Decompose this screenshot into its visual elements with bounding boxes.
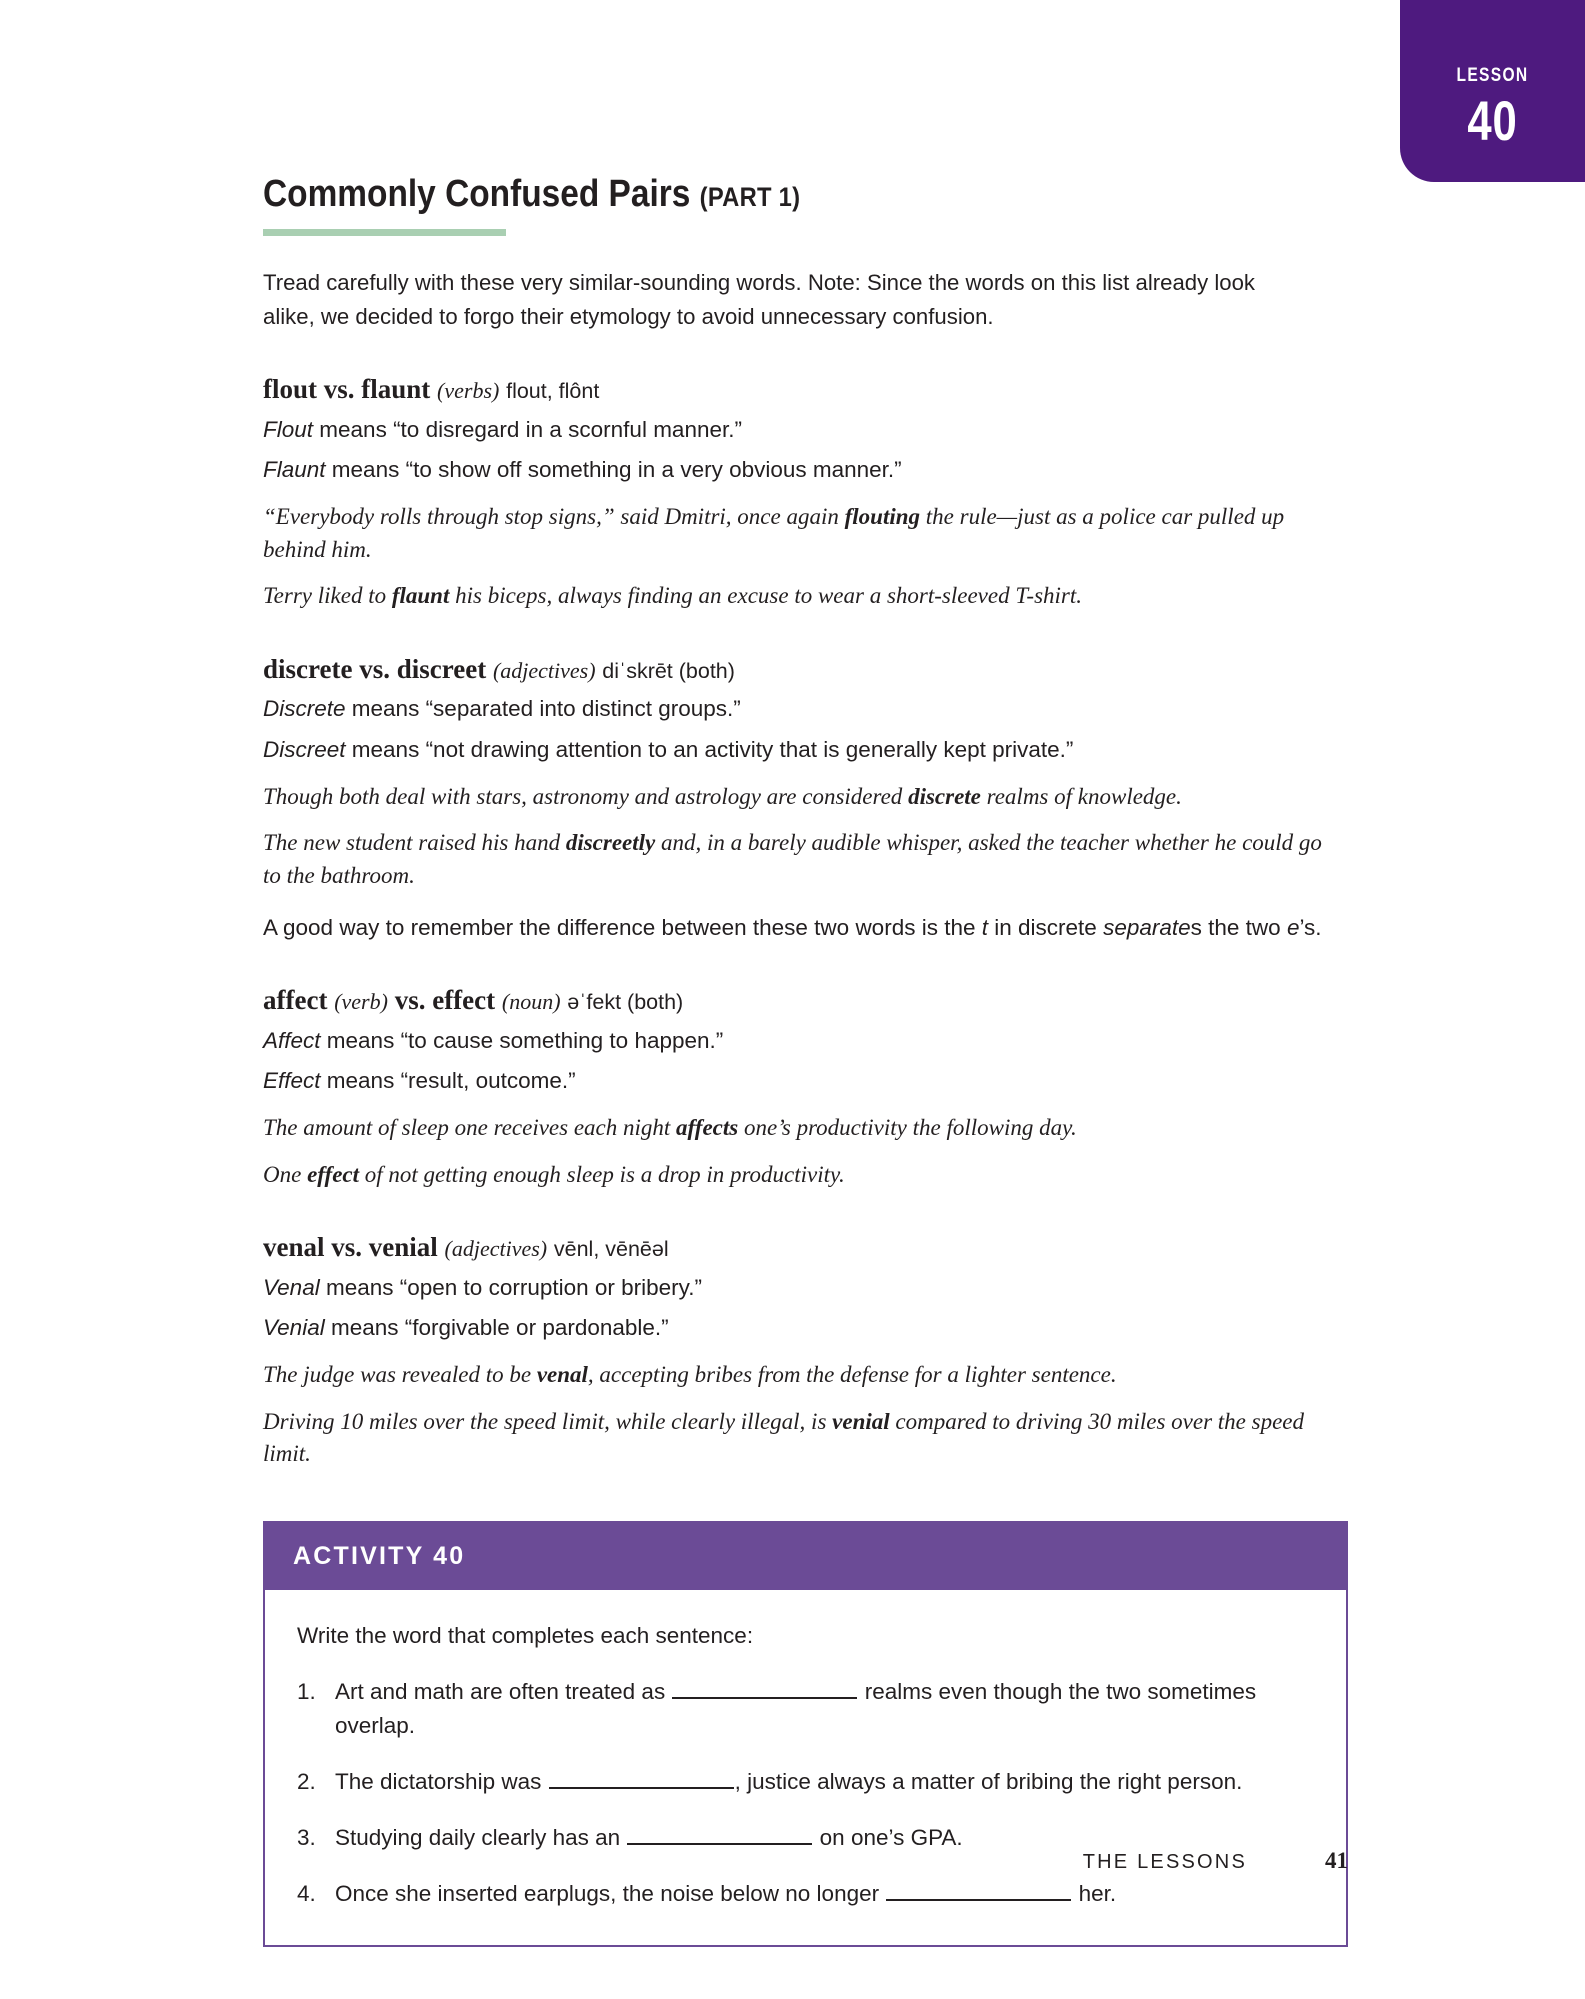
- page-title-main: Commonly Confused Pairs: [263, 173, 691, 215]
- word-entry-flout-flaunt: [263, 373, 1348, 613]
- example-keyword: affects: [676, 1115, 739, 1140]
- footer-section-label: THE LESSONS: [1082, 1851, 1247, 1873]
- example-before: “Everybody rolls through stop signs,” said Dmitri, once again: [263, 504, 845, 530]
- definition-headword: Venial: [263, 1315, 325, 1341]
- activity-item-before: The dictatorship was: [335, 1768, 548, 1794]
- tip-italic-2: separate: [1103, 914, 1191, 940]
- entry-example: [263, 781, 1328, 814]
- lesson-tab-number: 40: [1467, 89, 1518, 152]
- definition-text: means “to cause something to happen.”: [320, 1027, 724, 1053]
- page-footer: [263, 1848, 1348, 1874]
- entry-part-of-speech: (adjectives): [492, 658, 596, 683]
- entry-headword: discrete vs. discreet: [263, 654, 487, 684]
- entry-pronunciation: əˈfekt (both): [567, 990, 684, 1015]
- entry-example: [263, 580, 1328, 613]
- activity-header: ACTIVITY 40: [265, 1523, 1346, 1590]
- activity-item-after: her.: [1072, 1881, 1117, 1907]
- definition-text: means “forgivable or pardonable.”: [324, 1315, 669, 1341]
- example-keyword: effect: [307, 1161, 359, 1187]
- definition-text: means “to disregard in a scornful manner.”: [313, 416, 742, 442]
- activity-item-number: 4.: [297, 1881, 316, 1907]
- example-keyword: venal: [536, 1361, 588, 1387]
- entry-headword-b: vs. effect: [394, 985, 496, 1016]
- activity-body: [265, 1590, 1346, 1946]
- example-after: , accepting bribes from the defense for a lighter sentence.: [587, 1361, 1117, 1387]
- entry-pronunciation: diˈskrēt (both): [602, 659, 735, 683]
- example-after: compared to driving 30 miles over the speed limit.: [263, 1408, 1304, 1467]
- example-after: the rule—just as a police car pulled up behind him.: [263, 504, 1285, 562]
- example-before: Driving 10 miles over the speed limit, while clearly illegal, is: [263, 1408, 833, 1434]
- entry-part-of-speech: (verbs): [437, 378, 500, 404]
- definition-headword: Flaunt: [263, 457, 326, 483]
- entry-example: [263, 827, 1328, 892]
- activity-item-before: Art and math are often treated as: [335, 1678, 672, 1704]
- activity-answer-blank[interactable]: [549, 1768, 734, 1789]
- entry-example: [263, 1359, 1328, 1392]
- example-keyword: flaunt: [391, 583, 450, 609]
- entry-part-of-speech-b: (noun): [501, 989, 561, 1015]
- activity-question-item: [295, 1877, 1316, 1911]
- title-block: [263, 175, 1348, 236]
- entry-memory-tip: [263, 911, 1328, 945]
- word-entry-affect-effect: [263, 984, 1348, 1191]
- entry-headword: venal vs. venial: [263, 1232, 438, 1263]
- activity-box: [263, 1521, 1348, 1948]
- entry-definition: [263, 734, 1348, 767]
- activity-item-number: 1.: [297, 1678, 316, 1704]
- entry-pronunciation: flout, flônt: [506, 379, 600, 404]
- entry-part-of-speech-a: (verb): [334, 989, 388, 1015]
- entry-definition: [263, 414, 1348, 447]
- activity-question-item: [295, 1675, 1316, 1743]
- lesson-tab: [1400, 0, 1585, 182]
- example-after: one’s productivity the following day.: [738, 1115, 1077, 1140]
- tip-part-4: ’s.: [1299, 914, 1322, 940]
- definition-text: means “open to corruption or bribery.”: [319, 1274, 702, 1300]
- example-keyword: flouting: [844, 504, 921, 530]
- example-after: his biceps, always finding an excuse to wear a short-sleeved T-shirt.: [449, 583, 1083, 609]
- entry-pronunciation: vēnl, vēnēəl: [553, 1237, 669, 1262]
- entry-definition: [263, 1272, 1348, 1305]
- entry-heading: [263, 984, 1348, 1016]
- page-content: [263, 0, 1348, 1947]
- title-underline-rule: [263, 229, 506, 236]
- activity-item-number: 2.: [297, 1768, 316, 1794]
- entry-headword: flout vs. flaunt: [263, 374, 431, 405]
- example-after: of not getting enough sleep is a drop in productivity.: [359, 1161, 845, 1187]
- definition-headword: Discrete: [263, 696, 346, 722]
- entry-definition: [263, 454, 1348, 487]
- activity-prompt: Write the word that completes each sentence:: [297, 1622, 754, 1648]
- definition-headword: Discreet: [263, 737, 346, 763]
- activity-item-number: 3.: [297, 1825, 316, 1851]
- tip-italic-1: t: [981, 914, 989, 940]
- entry-definition: [263, 1025, 1348, 1058]
- definition-headword: Venal: [263, 1274, 320, 1300]
- entry-definition: [263, 693, 1348, 726]
- example-after: and, in a barely audible whisper, asked the teacher whether he could go to the bathroom.: [263, 830, 1322, 888]
- definition-text: means “result, outcome.”: [320, 1068, 576, 1094]
- example-keyword: discreetly: [565, 830, 656, 856]
- entry-definition: [263, 1312, 1348, 1345]
- page-title: [263, 175, 1218, 215]
- entry-example: [263, 1406, 1328, 1471]
- word-entry-discrete-discreet: [263, 653, 1348, 944]
- definition-headword: Flout: [263, 416, 314, 442]
- activity-item-after: , justice always a matter of bribing the right person.: [734, 1768, 1243, 1794]
- lesson-tab-label: LESSON: [1456, 65, 1529, 86]
- tip-italic-3: e: [1286, 914, 1300, 940]
- example-before: The new student raised his hand: [263, 830, 566, 856]
- entry-heading: [263, 1231, 1348, 1263]
- definition-headword: Effect: [263, 1068, 321, 1094]
- example-keyword: discrete: [908, 783, 981, 809]
- activity-answer-blank[interactable]: [886, 1880, 1071, 1901]
- entry-heading: [263, 653, 1348, 685]
- entry-example: [263, 501, 1328, 566]
- entry-part-of-speech: (adjectives): [444, 1236, 548, 1262]
- entry-definition: [263, 1065, 1348, 1098]
- example-before: Though both deal with stars, astronomy and astrology are considered: [263, 783, 909, 809]
- intro-paragraph: Tread carefully with these very similar-sounding words. Note: Since the words on this list already look alike, we decided to forgo their etymology to avoid unnecessary confusion.: [263, 269, 1256, 329]
- activity-answer-blank[interactable]: [672, 1678, 857, 1699]
- activity-item-after: realms even though the two sometimes overlap.: [335, 1678, 1257, 1738]
- tip-part-2: in discrete: [988, 914, 1104, 940]
- entry-headword-a: affect: [263, 985, 328, 1016]
- definition-text: means “separated into distinct groups.”: [345, 696, 741, 722]
- activity-item-before: Once she inserted earplugs, the noise below no longer: [335, 1881, 886, 1907]
- example-after: realms of knowledge.: [980, 783, 1182, 809]
- entry-heading: [263, 373, 1348, 405]
- example-keyword: venial: [832, 1408, 890, 1434]
- tip-part-1: A good way to remember the difference between these two words is the: [263, 914, 982, 940]
- entry-example: [263, 1159, 1328, 1192]
- entry-example: [263, 1112, 1328, 1145]
- activity-answer-blank[interactable]: [627, 1824, 812, 1845]
- activity-question-list: [295, 1675, 1316, 1912]
- activity-question-item: [295, 1765, 1316, 1799]
- example-before: Terry liked to: [263, 583, 392, 609]
- example-before: The judge was revealed to be: [263, 1361, 537, 1387]
- definition-text: means “not drawing attention to an activity that is generally kept private.”: [345, 737, 1074, 763]
- definition-headword: Affect: [263, 1027, 321, 1053]
- activity-item-before: Studying daily clearly has an: [335, 1825, 627, 1851]
- example-before: The amount of sleep one receives each night: [263, 1115, 677, 1140]
- activity-item-after: on one’s GPA.: [813, 1825, 963, 1851]
- tip-part-3: s the two: [1190, 914, 1287, 940]
- example-before: One: [263, 1161, 308, 1187]
- page-title-part: (PART 1): [699, 182, 801, 212]
- definition-text: means “to show off something in a very obvious manner.”: [325, 457, 902, 483]
- footer-page-number: 41: [1325, 1848, 1348, 1873]
- word-entry-venal-venial: [263, 1231, 1348, 1471]
